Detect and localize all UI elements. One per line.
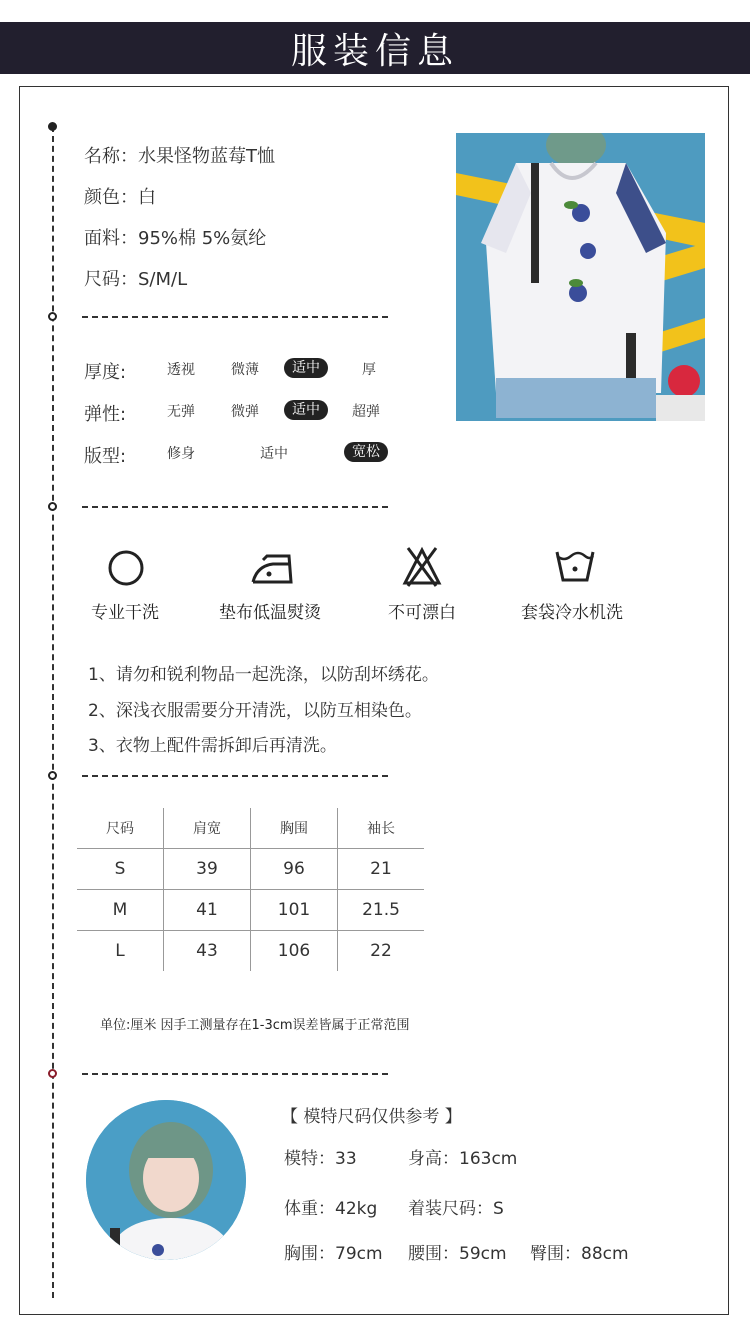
timeline-dot xyxy=(48,502,57,511)
model-waist: 腰围：59cm xyxy=(408,1244,507,1264)
elasticity-option-selected: 适中 xyxy=(284,400,328,420)
model-number: 模特：33 xyxy=(284,1149,357,1169)
timeline-line xyxy=(52,126,54,1298)
model-heading: 【 模特尺码仅供参考 】 xyxy=(281,1107,462,1127)
care-label-wash: 套袋冷水机洗 xyxy=(521,603,623,623)
fit-label: 版型: xyxy=(84,446,127,467)
thickness-label: 厚度: xyxy=(84,362,127,383)
care-label-iron: 垫布低温熨烫 xyxy=(219,603,321,623)
product-photo-illustration xyxy=(456,133,705,421)
section-divider xyxy=(82,1073,388,1075)
timeline-dot xyxy=(48,122,57,131)
table-cell: 106 xyxy=(251,931,338,972)
page-title: 服装信息 xyxy=(290,30,459,72)
model-chest: 胸围：79cm xyxy=(284,1244,383,1264)
product-fabric: 面料：95%棉 5%氨纶 xyxy=(84,228,267,249)
table-cell: L xyxy=(77,931,164,972)
cold-wash-icon xyxy=(554,548,596,588)
table-header-cell: 胸围 xyxy=(251,808,338,849)
section-divider xyxy=(82,506,388,508)
table-cell: S xyxy=(77,849,164,890)
unit-note: 单位:厘米 因手工测量存在1-3cm误差皆属于正常范围 xyxy=(100,1018,410,1033)
table-cell: 22 xyxy=(370,941,392,961)
model-height: 身高：163cm xyxy=(408,1149,518,1169)
table-cell: 21 xyxy=(338,849,425,890)
elasticity-option: 微弹 xyxy=(231,404,259,420)
table-cell: 101 xyxy=(251,890,338,931)
fit-option: 适中 xyxy=(260,446,288,462)
table-header-row xyxy=(77,808,424,849)
elasticity-option: 无弹 xyxy=(167,404,195,420)
product-size: 尺码：S/M/L xyxy=(84,269,188,290)
table-cell: 41 xyxy=(164,890,251,931)
elasticity-option: 超弹 xyxy=(352,404,380,420)
timeline-dot xyxy=(48,312,57,321)
fit-option-selected: 宽松 xyxy=(344,442,388,462)
product-color: 颜色：白 xyxy=(84,187,156,208)
model-hip: 臀围：88cm xyxy=(530,1244,629,1264)
thickness-option: 微薄 xyxy=(231,362,259,378)
no-bleach-icon xyxy=(402,546,442,592)
care-label-bleach: 不可漂白 xyxy=(388,603,456,623)
table-header-cell: 尺码 xyxy=(77,808,164,849)
care-note: 2、深浅衣服需要分开清洗，以防互相染色。 xyxy=(88,701,422,721)
care-note: 3、衣物上配件需拆卸后再清洗。 xyxy=(88,736,337,756)
model-avatar-illustration xyxy=(86,1100,246,1260)
low-iron-icon xyxy=(249,548,295,592)
header-bar xyxy=(0,22,750,74)
table-header-cell: 肩宽 xyxy=(164,808,251,849)
timeline-dot xyxy=(48,1069,57,1078)
product-name: 名称：水果怪物蓝莓T恤 xyxy=(84,146,275,167)
table-cell: 43 xyxy=(164,931,251,972)
table-row xyxy=(77,849,424,890)
elasticity-label: 弹性: xyxy=(84,404,127,425)
model-avatar xyxy=(86,1100,246,1260)
table-cell: 21.5 xyxy=(338,890,425,931)
size-table xyxy=(77,808,424,971)
care-note: 1、请勿和锐利物品一起洗涤，以防刮坏绣花。 xyxy=(88,665,439,685)
thickness-option: 透视 xyxy=(167,362,195,378)
timeline-dot xyxy=(48,771,57,780)
table-cell: 96 xyxy=(251,849,338,890)
table-cell: M xyxy=(77,890,164,931)
section-divider xyxy=(82,316,388,318)
thickness-option: 厚 xyxy=(362,362,376,378)
table-row xyxy=(77,931,424,972)
dry-clean-icon xyxy=(106,548,146,592)
model-wear-size: 着装尺码：S xyxy=(408,1199,504,1219)
table-cell: 39 xyxy=(164,849,251,890)
care-label-dry-clean: 专业干洗 xyxy=(91,603,159,623)
table-header-cell: 袖长 xyxy=(338,808,425,849)
table-row xyxy=(77,890,424,931)
thickness-option-selected: 适中 xyxy=(284,358,328,378)
section-divider xyxy=(82,775,388,777)
fit-option: 修身 xyxy=(167,446,195,462)
product-photo xyxy=(456,133,705,421)
model-weight: 体重：42kg xyxy=(284,1199,378,1219)
